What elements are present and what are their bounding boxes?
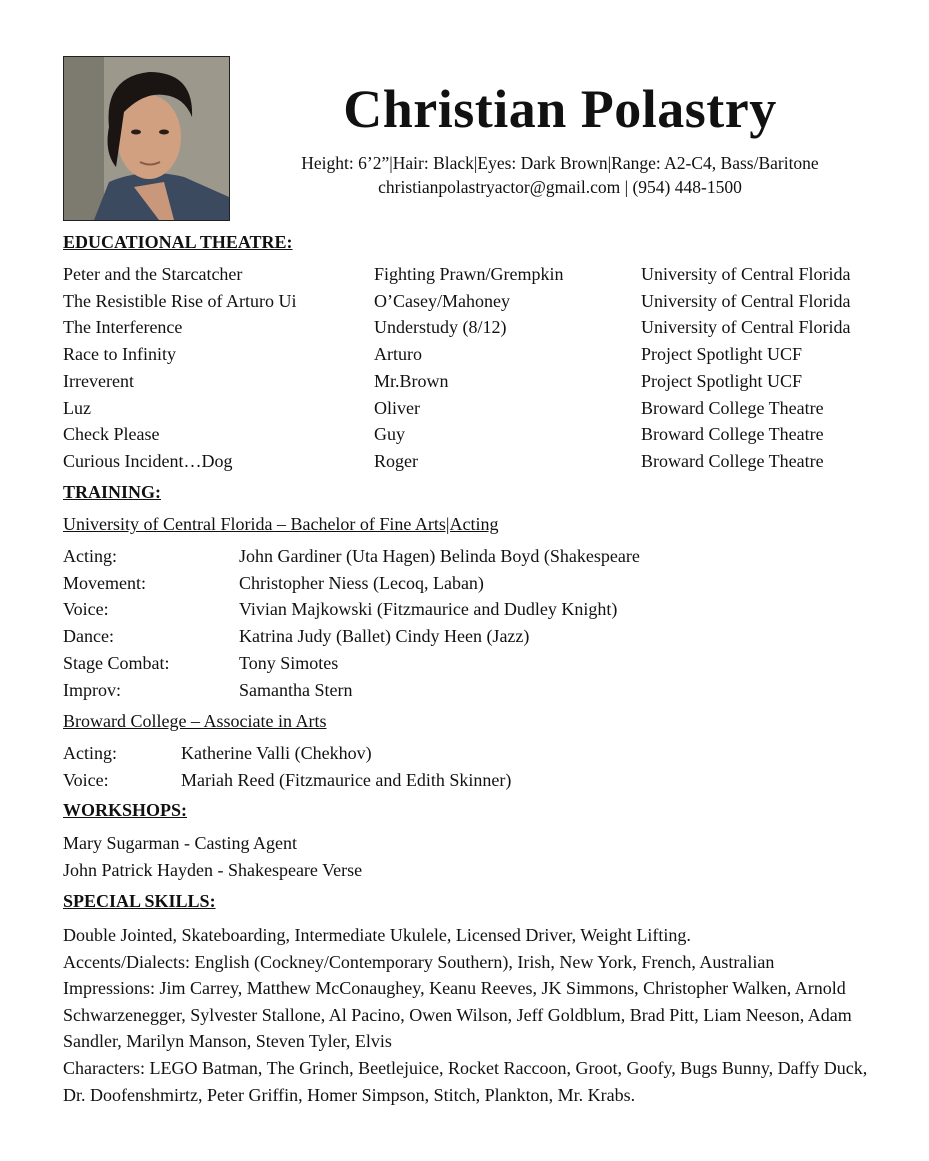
skills-general: Double Jointed, Skateboarding, Intermediate Ukulele, Licensed Driver, Weight Lifting. [63, 925, 691, 945]
discipline: Movement: [63, 572, 146, 593]
venue: Broward College Theatre [641, 397, 824, 418]
headshot-photo [63, 56, 230, 221]
contact-info: christianpolastryactor@gmail.com | (954) 448-1500 [378, 177, 742, 197]
instructor: Samantha Stern [239, 679, 353, 700]
special-skills-heading: SPECIAL SKILLS: [63, 891, 216, 911]
show-title: Curious Incident…Dog [63, 450, 233, 471]
instructor: Christopher Niess (Lecoq, Laban) [239, 572, 484, 593]
instructor: Katherine Valli (Chekhov) [181, 743, 372, 763]
physical-stats: Height: 6’2”|Hair: Black|Eyes: Dark Brown|Range: A2-C4, Bass/Baritone [301, 153, 819, 173]
discipline: Acting: [63, 743, 117, 763]
show-title: Luz [63, 397, 91, 418]
skills-accents: Accents/Dialects: English (Cockney/Contemporary Southern), Irish, New York, French, Australian [63, 951, 775, 972]
show-title: Race to Infinity [63, 344, 176, 365]
role: Roger [374, 450, 418, 471]
role: Arturo [374, 344, 422, 365]
show-title: The Resistible Rise of Arturo Ui [63, 290, 297, 311]
workshop-item: John Patrick Hayden - Shakespeare Verse [63, 860, 363, 880]
instructor: Tony Simotes [239, 652, 339, 673]
skills-impressions: Impressions: Jim Carrey, Matthew McConaughey, Keanu Reeves, JK Simmons, Christopher Walken, Arnold Schwarzenegger, Sylvester Stallone, Al Pacino, Owen Wilson, Jeff Goldblum, Brad Pitt, Liam Neeson, Adam Sandler, Marilyn Manson, Steven Tyler, Elvis [63, 978, 852, 1052]
venue: University of Central Florida [641, 317, 851, 338]
show-title: Irreverent [63, 370, 134, 391]
venue: Broward College Theatre [641, 424, 824, 445]
show-title: Peter and the Starcatcher [63, 264, 243, 284]
discipline: Dance: [63, 626, 114, 647]
instructor: John Gardiner (Uta Hagen) Belinda Boyd (Shakespeare [239, 546, 640, 566]
candidate-name: Christian Polastry [343, 79, 777, 139]
role: O’Casey/Mahoney [374, 290, 510, 311]
role: Guy [374, 424, 405, 445]
discipline: Acting: [63, 546, 117, 566]
venue: Project Spotlight UCF [641, 370, 803, 391]
instructor: Vivian Majkowski (Fitzmaurice and Dudley Knight) [239, 599, 618, 620]
discipline: Voice: [63, 599, 109, 620]
special-skills-list [63, 922, 868, 1108]
workshop-item: Mary Sugarman - Casting Agent [63, 833, 297, 853]
discipline: Improv: [63, 679, 121, 700]
ucf-program-title: University of Central Florida – Bachelor of Fine Arts|Acting [63, 514, 499, 534]
instructor: Katrina Judy (Ballet) Cindy Heen (Jazz) [239, 626, 530, 647]
role: Mr.Brown [374, 370, 449, 391]
venue: Broward College Theatre [641, 450, 824, 471]
show-title: Check Please [63, 424, 160, 445]
show-title: The Interference [63, 317, 183, 338]
discipline: Voice: [63, 769, 109, 790]
venue: University of Central Florida [641, 264, 851, 284]
role: Oliver [374, 397, 420, 418]
training-heading: TRAINING: [63, 482, 162, 502]
discipline: Stage Combat: [63, 652, 170, 673]
role: Fighting Prawn/Grempkin [374, 264, 564, 284]
venue: Project Spotlight UCF [641, 344, 803, 365]
skills-characters: Characters: LEGO Batman, The Grinch, Beetlejuice, Rocket Raccoon, Groot, Goofy, Bugs Bunny, Daffy Duck, Dr. Doofenshmirtz, Peter Griffin, Homer Simpson, Stitch, Plankton, Mr. Krabs. [63, 1057, 868, 1105]
workshops-heading: WORKSHOPS: [63, 800, 188, 820]
role: Understudy (8/12) [374, 317, 507, 338]
broward-program-title: Broward College – Associate in Arts [63, 711, 327, 731]
venue: University of Central Florida [641, 290, 851, 311]
instructor: Mariah Reed (Fitzmaurice and Edith Skinner) [181, 769, 512, 790]
educational-theatre-heading: EDUCATIONAL THEATRE: [63, 232, 293, 252]
